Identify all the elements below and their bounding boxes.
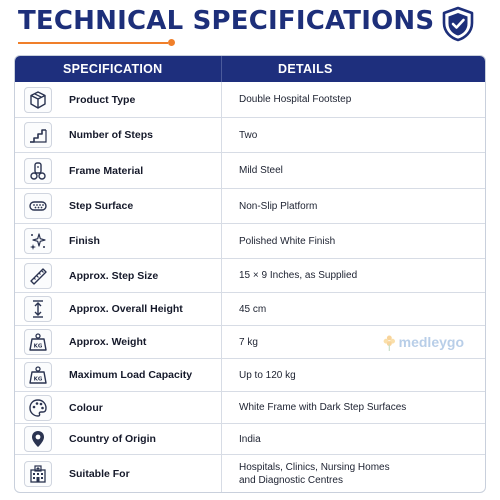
spec-label: Approx. Step Size [69,269,159,282]
table-row [15,117,485,152]
non-slip-pad-icon [24,193,52,219]
table-row [15,358,485,391]
height-arrow-icon [24,296,52,322]
table-row [15,82,485,117]
spec-label: Number of Steps [69,129,154,141]
spec-label: Frame Material [69,164,144,177]
detail-value: 45 cm [239,303,267,315]
hospital-building-icon [24,461,52,487]
spec-cell [15,259,222,292]
detail-cell [222,189,485,223]
spec-label: Colour [69,401,103,414]
detail-value: Non-Slip Platform [239,200,318,212]
table-row [15,454,485,492]
svg-text:KG: KG [33,343,43,350]
detail-value: Polished White Finish [239,235,336,247]
spec-label: Maximum Load Capacity [69,369,193,381]
spec-label: Finish [69,235,100,247]
table-header [15,56,485,82]
spec-label: Approx. Weight [69,336,147,348]
spec-cell [15,326,222,358]
palette-icon [24,395,52,421]
table-row [15,152,485,188]
ruler-icon [24,263,52,289]
detail-cell [222,82,485,117]
spec-label: Approx. Overall Height [69,303,183,315]
spec-cell [15,424,222,454]
detail-value: Mild Steel [239,165,283,176]
specifications-table [14,55,486,493]
load-weight-icon [24,362,52,388]
table-row [15,188,485,223]
svg-text:KG: KG [33,376,43,383]
page-title: TECHNICAL SPECIFICATIONS [18,6,435,36]
detail-cell [222,424,485,454]
detail-cell [222,118,485,152]
column-header-details: DETAILS [278,62,333,76]
detail-value: Two [239,129,258,141]
spec-cell [15,359,222,391]
spec-cell [15,293,222,325]
detail-value: Hospitals, Clinics, Nursing Homes [239,461,390,473]
table-row [15,423,485,454]
box-icon [24,87,52,113]
watermark-logo [382,330,464,354]
spec-label: Step Surface [69,200,134,212]
detail-value: Double Hospital Footstep [239,94,352,105]
spec-cell [15,82,222,117]
detail-cell [222,259,485,292]
shield-check-icon [441,6,475,42]
spec-label: Product Type [69,93,136,106]
spec-cell [15,455,222,492]
column-header-specification: SPECIFICATION [15,56,222,82]
spec-label: Suitable For [69,467,130,480]
table-row [15,258,485,292]
detail-cell [222,455,485,492]
detail-value: White Frame with Dark Step Surfaces [239,402,407,413]
detail-value: India [239,433,261,445]
spec-cell [15,224,222,258]
spec-label: Country of Origin [69,433,156,445]
detail-cell [222,359,485,391]
watermark-flower-icon [382,331,397,353]
table-row [15,292,485,325]
table-body [15,82,485,492]
detail-value: 7 kg [239,336,258,348]
watermark-text: medleygo [398,334,464,350]
title-underline-dot [168,39,175,46]
detail-value: Up to 120 kg [239,369,296,381]
location-pin-icon [24,426,52,452]
detail-cell [222,224,485,258]
steel-frame-icon [24,158,52,184]
spec-cell [15,118,222,152]
table-row [15,223,485,258]
spec-cell [15,189,222,223]
detail-cell [222,153,485,188]
table-row [15,391,485,423]
title-underline [18,42,168,44]
detail-value: 15 × 9 Inches, as Supplied [239,270,358,281]
spec-cell [15,153,222,188]
detail-cell [222,392,485,423]
sparkle-icon [24,228,52,254]
detail-cell [222,293,485,325]
stairs-icon [24,122,52,148]
spec-cell [15,392,222,423]
detail-value-line2: and Diagnostic Centres [239,474,343,486]
weight-icon [24,329,52,355]
